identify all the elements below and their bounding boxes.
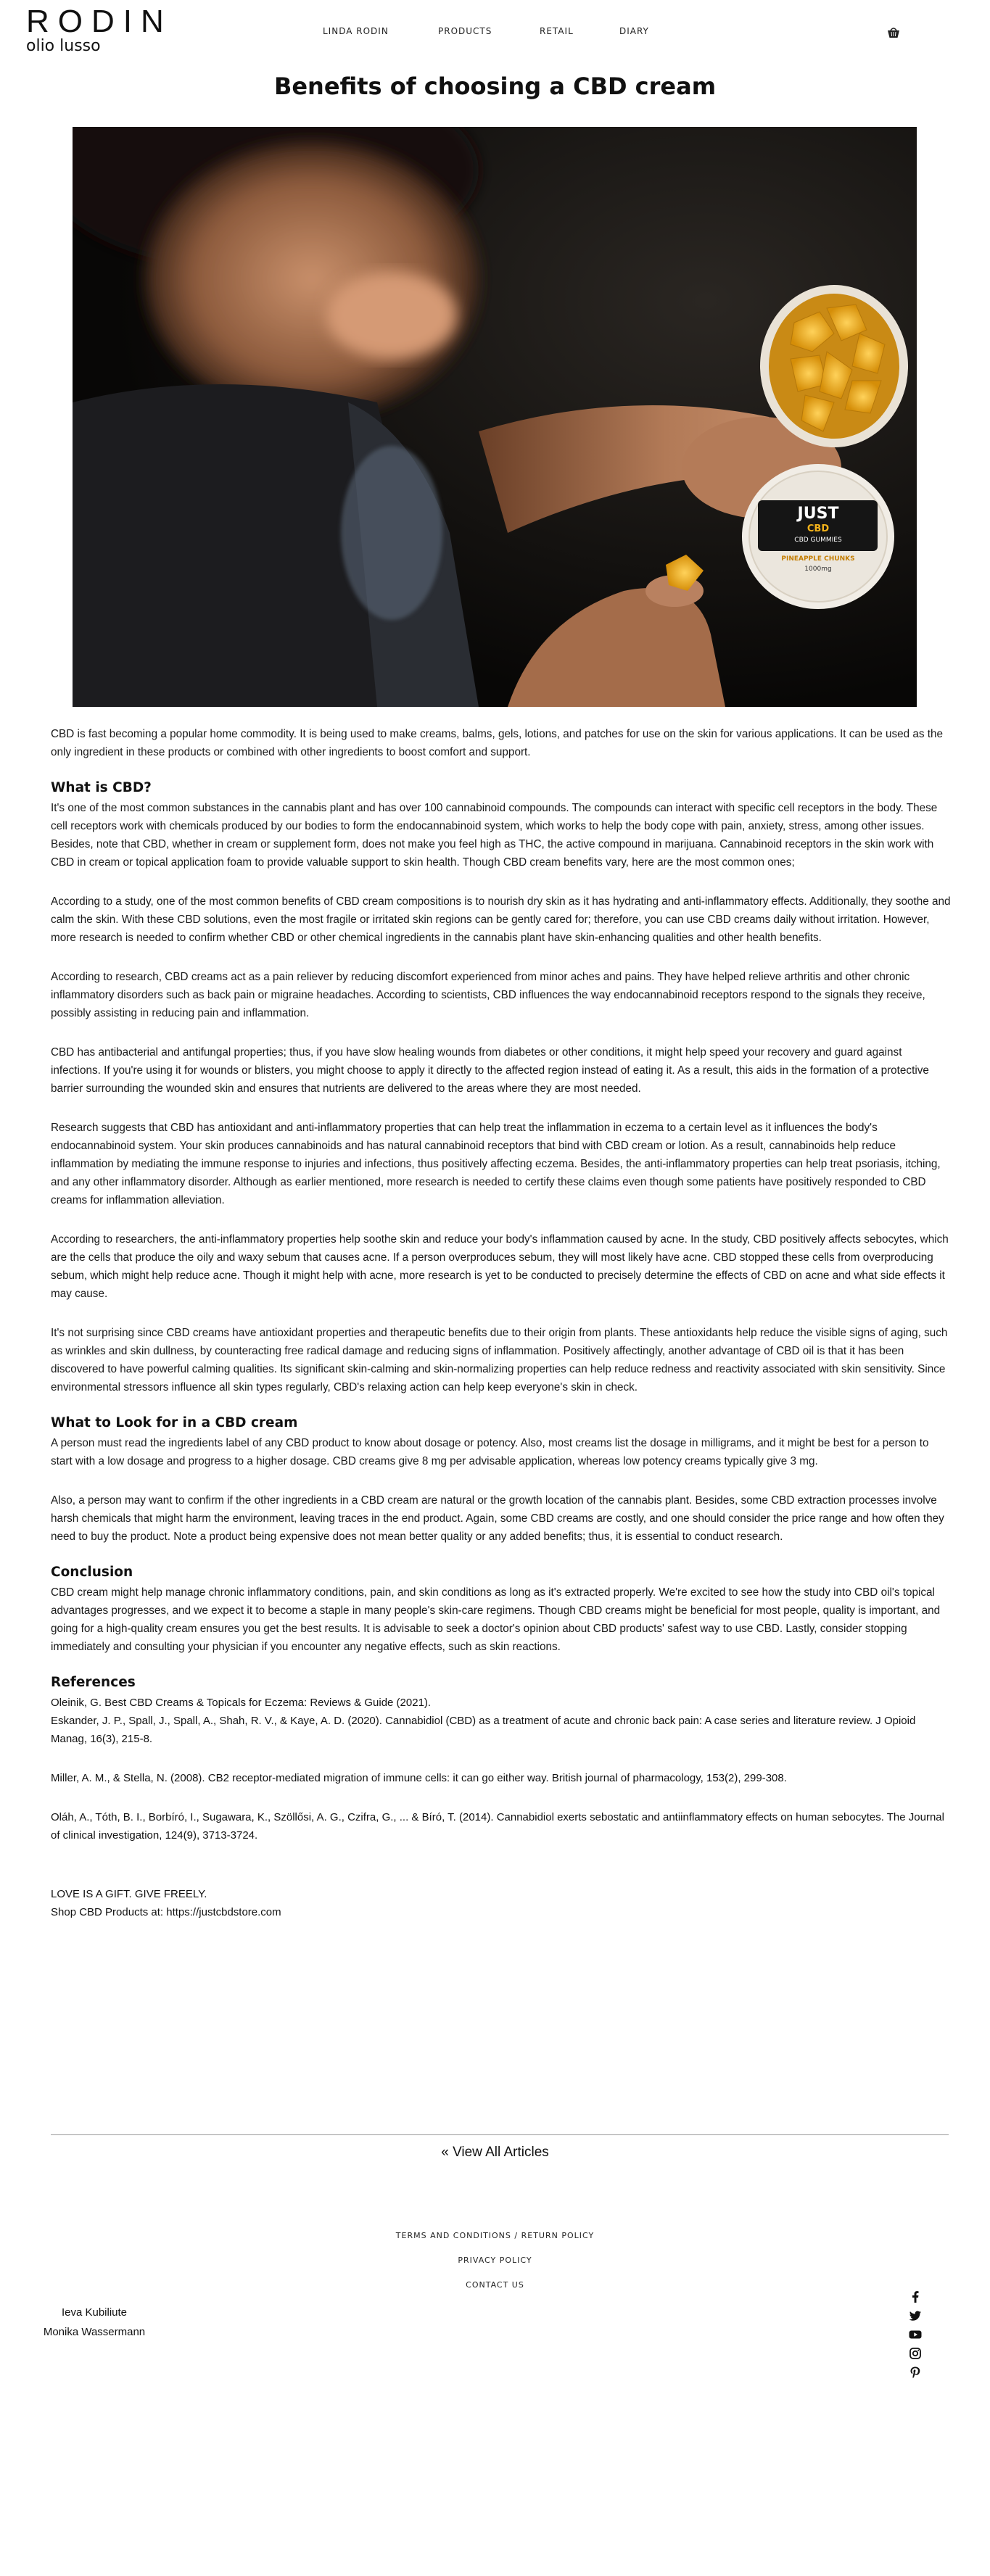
- cart-icon[interactable]: [886, 26, 901, 41]
- nav-item-products[interactable]: PRODUCTS: [438, 26, 492, 36]
- nav-item-diary[interactable]: DIARY: [619, 26, 649, 36]
- references-list: [51, 1694, 952, 1844]
- footer-contact-link[interactable]: CONTACT US: [466, 2280, 524, 2290]
- article-body: [51, 725, 952, 1921]
- hero-image: [73, 127, 917, 707]
- intro-paragraph: CBD is fast becoming a popular home commodity. It is being used to make creams, balms, gels, lotions, and patches for use on the skin for various applications. It can be used as the only ingredient in these products or combined with other ingredients to boost comfort and support.: [51, 728, 944, 758]
- jar-flavor: PINEAPPLE CHUNKS: [781, 555, 855, 563]
- paragraph: According to researchers, the anti-inflammatory properties help soothe skin and reduce your body's inflammation caused by acne. In the study, CBD positively affects sebocytes, which are the cells that produce the oily and waxy sebum that causes acne. If a person overproduces sebum, they will most likely have acne. CBD stopped these cells from overproducing sebum, which might help reduce acne. Though it might help with acne, more research is yet to be conducted to precisely determine the effects of CBD on acne and what side effects it may cause.: [51, 1233, 949, 1300]
- instagram-icon[interactable]: [908, 2346, 923, 2365]
- conclusion-paragraph: CBD cream might help manage chronic inflammatory conditions, pain, and skin conditions as long as it's extracted properly. We're excited to see how the study into CBD oil's topical advantages progresses, and we expect it to become a staple in many people's skin-care regimens. Though CBD creams might be beneficial for most people, quality is important, and going for a high-quality cream ensures you get the best results. It is advisable to seek a doctor's opinion about CBD products' safest way to use CBD. Lastly, consider stopping immediately and consulting your physician if you encounter any negative effects, such as skin reactions.: [51, 1586, 941, 1653]
- author-name: Ieva Kubiliute: [61, 2306, 128, 2319]
- logo-main-text: RODIN: [26, 4, 173, 39]
- footer-privacy-link[interactable]: PRIVACY POLICY: [458, 2256, 532, 2265]
- heading-what-is-cbd: What is CBD?: [51, 780, 152, 795]
- reference-item: Oláh, A., Tóth, B. I., Borbíró, I., Sugawara, K., Szöllősi, A. G., Czifra, G., ... & Bíró, T. (2014). Cannabidiol exerts sebostatic and antiinflammatory effects on human sebocytes. The Journal of clinical investigation, 124(9), 3713-3724.: [51, 1811, 944, 1842]
- author-name: Monika Wassermann: [43, 2326, 146, 2338]
- facebook-icon[interactable]: [908, 2290, 923, 2308]
- reference-item: Eskander, J. P., Spall, J., Spall, A., Shah, R. V., & Kaye, A. D. (2020). Cannabidiol (CBD) as a treatment of acute and chronic back pain: A case series and literature review. J Opioid Manag, 16(3), 215-8.: [51, 1715, 916, 1745]
- paragraph: According to a study, one of the most common benefits of CBD cream compositions is to nourish dry skin as it has hydrating and anti-inflammatory effects. Additionally, they soothe and calm the skin. With these CBD solutions, even the most fragile or irritated skin regions can be gently cared for; therefore, you can use CBD creams daily without irritation. However, more research is needed to confirm whether CBD or other chemical ingredients in the cannabis plant have skin-enhancing qualities and other health benefits.: [51, 895, 951, 944]
- logo-sub-text: olio lusso: [26, 37, 101, 55]
- twitter-icon[interactable]: [908, 2308, 923, 2327]
- paragraph: Research suggests that CBD has antioxidant and anti-inflammatory properties that can help treat the inflammation in eczema to a certain level as it influences the body's endocannabinoid system. Your skin produces cannabinoids and has natural cannabinoid receptors that bind with CBD cream or lotion. As a result, cannabinoids help reduce inflammation by mediating the immune response to injuries and infections, thus positively affecting eczema. Besides, the anti-inflammatory properties can help treat psoriasis, itching, and any other inflammatory disorder. Although as earlier mentioned, more research is needed to certify these claims even though some patients have positively responded to CBD creams for inflammation alleviation.: [51, 1122, 941, 1206]
- reference-item: Miller, A. M., & Stella, N. (2008). CB2 receptor‐mediated migration of immune cells: it can go either way. British journal of pharmacology, 153(2), 299-308.: [51, 1772, 787, 1784]
- cta-shop-link[interactable]: Shop CBD Products at: https://justcbdstore.com: [51, 1906, 281, 1918]
- cta-block: [51, 1885, 952, 1921]
- site-header: [0, 0, 990, 65]
- heading-what-to-look-for: What to Look for in a CBD cream: [51, 1415, 298, 1430]
- jar-brand: JUST: [797, 505, 839, 523]
- pinterest-icon[interactable]: [908, 2365, 923, 2384]
- nav-item-linda-rodin[interactable]: LINDA RODIN: [323, 26, 389, 36]
- reference-item: Oleinik, G. Best CBD Creams & Topicals for Eczema: Reviews & Guide (2021).: [51, 1697, 432, 1709]
- heading-conclusion: Conclusion: [51, 1565, 133, 1580]
- nav-item-retail[interactable]: RETAIL: [540, 26, 574, 36]
- authors: [0, 2303, 189, 2342]
- paragraph: According to research, CBD creams act as a pain reliever by reducing discomfort experienced from minor aches and pains. They have helped relieve arthritis and other chronic inflammatory disorders such as back pain or migraine headaches. According to scientists, CBD influences the way endocannabinoid receptors respond to the signals they receive, possibly assisting in reducing pain and inflammation.: [51, 971, 925, 1019]
- heading-references: References: [51, 1675, 136, 1690]
- paragraph: It's not surprising since CBD creams have antioxidant properties and therapeutic benefits due to their origin from plants. These antioxidants help reduce the visible signs of aging, such as wrinkles and skin dullness, by counteracting free radical damage and reducing signs of inflammation. Positively affectingly, another advantage of CBD oil is that it has been discovered to have powerful calming qualities. Its significant skin-calming and skin-normalizing properties can help reduce redness and reactivity associated with skin sensitivity. Since environmental stressors influence all skin types regularly, CBD's relaxing action can help keep everyone's skin in check.: [51, 1327, 948, 1393]
- paragraph: Also, a person may want to confirm if the other ingredients in a CBD cream are natural or the growth location of the cannabis plant. Besides, some CBD extraction processes involve harsh chemicals that might harm the environment, leaving traces in the end product. Again, some CBD creams are costly, and one should consider the price range and how often they need to buy the product. Note a product being expensive does not mean better quality or any added benefits; thus, it is essential to conduct research.: [51, 1494, 944, 1543]
- jar-sub: CBD: [807, 523, 830, 534]
- page-title: Benefits of choosing a CBD cream: [273, 73, 717, 100]
- main-nav: [0, 26, 990, 41]
- footer-terms-link[interactable]: TERMS AND CONDITIONS / RETURN POLICY: [395, 2231, 595, 2240]
- paragraph: CBD has antibacterial and antifungal properties; thus, if you have slow healing wounds from diabetes or other conditions, it might help speed your recovery and guard against infections. If you're using it for wounds or blisters, you might choose to apply it directly to the affected region instead of eating it. As a result, this aids in the formation of a protective barrier surrounding the wounded skin and ensures that nutrients are delivered to the areas where they are most needed.: [51, 1046, 929, 1095]
- jar-label: CBD GUMMIES: [794, 537, 842, 544]
- paragraph: A person must read the ingredients label of any CBD product to know about dosage or potency. Also, most creams list the dosage in milligrams, and it might be best for a person to start with a low dosage and progress to a higher dosage. CBD creams give 8 mg per advisable application, whereas low potency creams typically give 3 mg.: [51, 1437, 929, 1467]
- youtube-icon[interactable]: [908, 2327, 923, 2346]
- cta-line: LOVE IS A GIFT. GIVE FREELY.: [51, 1888, 207, 1900]
- paragraph: It's one of the most common substances in the cannabis plant and has over 100 cannabinoid compounds. The compounds can interact with specific cell receptors in the body. These cell receptors work with chemicals produced by our bodies to form the endocannabinoid system, which works to help the body cope with pain, anxiety, stress, among other issues. Besides, note that CBD, whether in cream or supplement form, does not make you feel high as THC, the active compound in marijuana. Cannabinoid receptors in the skin work with CBD in cream or topical application foam to provide valuable support to skin health. Though CBD cream benefits vary, here are the most common ones;: [51, 802, 938, 869]
- hero-photo: [73, 127, 917, 707]
- divider: [51, 2134, 949, 2135]
- social-links: [908, 2290, 923, 2384]
- jar-strength: 1000mg: [804, 566, 832, 573]
- view-all-articles-link[interactable]: « View All Articles: [441, 2145, 549, 2160]
- footer-links: [0, 2224, 990, 2298]
